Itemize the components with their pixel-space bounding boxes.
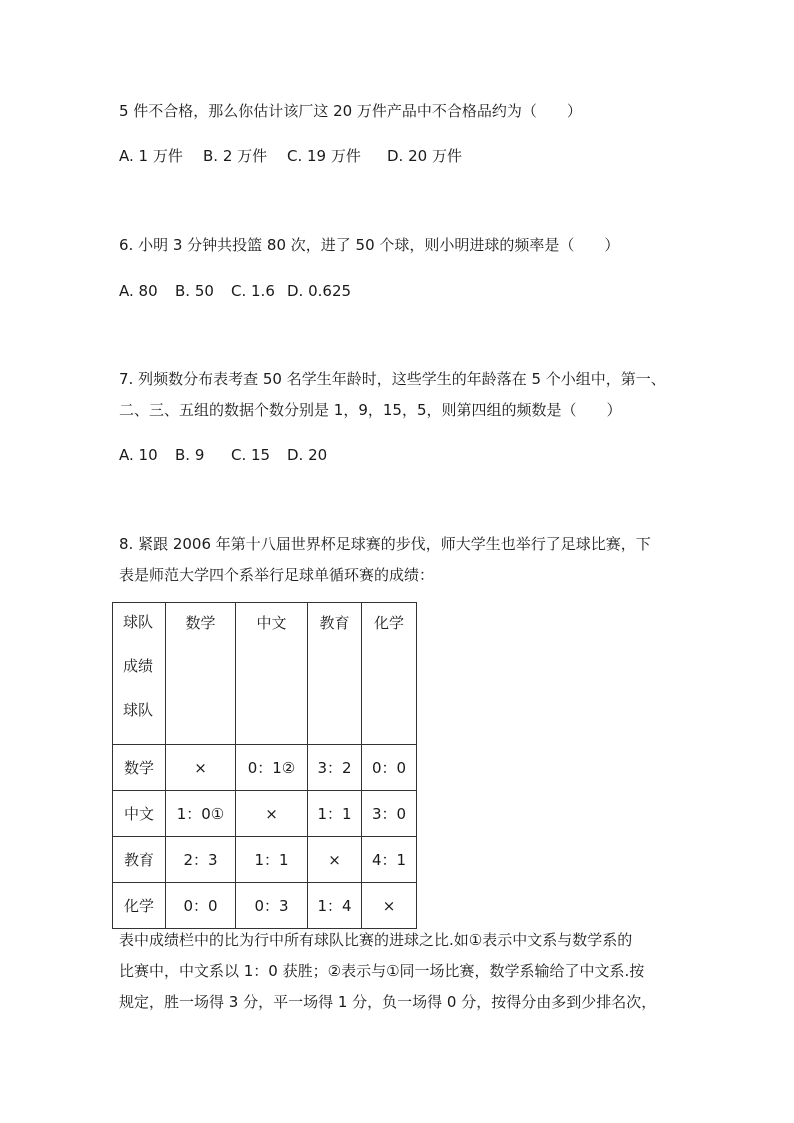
question-7-text-line1: 7. 列频数分布表考查 50 名学生年龄时，这些学生的年龄落在 5 个小组中，第一、	[119, 370, 666, 388]
question-8-explanation-line1: 表中成绩栏中的比为行中所有球队比赛的进球之比.如①表示中文系与数学系的	[119, 931, 633, 949]
score-table	[112, 602, 417, 929]
question-6-options	[119, 281, 351, 301]
table-cell: 1：1	[236, 837, 308, 883]
column-header-chinese: 中文	[236, 603, 308, 745]
table-row	[113, 837, 417, 883]
table-cell: 0：3	[236, 883, 308, 929]
column-header-math: 数学	[166, 603, 236, 745]
table-corner-cell	[113, 603, 166, 745]
q5-option-c: C. 19 万件	[287, 147, 361, 165]
corner-label-team: 球队	[123, 613, 154, 631]
q6-option-a: A. 80	[119, 282, 158, 300]
question-7-text-line2: 二、三、五组的数据个数分别是 1，9，15，5，则第四组的频数是（ ）	[119, 401, 622, 419]
table-cell: ×	[308, 837, 362, 883]
q6-option-b: B. 50	[175, 282, 214, 300]
question-5-options	[119, 146, 462, 166]
table-cell: 1：0①	[166, 791, 236, 837]
table-cell: ×	[236, 791, 308, 837]
table-row	[113, 745, 417, 791]
question-8-explanation-line3: 规定，胜一场得 3 分，平一场得 1 分，负一场得 0 分，按得分由多到少排名次，	[119, 993, 657, 1011]
q6-option-d: D. 0.625	[287, 282, 352, 300]
question-6-text: 6. 小明 3 分钟共投篮 80 次，进了 50 个球，则小明进球的频率是（ ）	[119, 236, 620, 254]
column-header-chemistry: 化学	[362, 603, 417, 745]
table-cell: 0：0	[166, 883, 236, 929]
q5-option-b: B. 2 万件	[203, 147, 268, 165]
corner-label-team-row: 球队	[123, 701, 154, 719]
q7-option-d: D. 20	[287, 446, 328, 464]
row-header-education: 教育	[113, 837, 166, 883]
table-cell: 2：3	[166, 837, 236, 883]
table-header-row	[113, 603, 417, 745]
question-8-text-line1: 8. 紧跟 2006 年第十八届世界杯足球赛的步伐，师大学生也举行了足球比赛，下	[119, 535, 651, 553]
table-cell: 1：1	[308, 791, 362, 837]
table-row	[113, 883, 417, 929]
row-header-math: 数学	[113, 745, 166, 791]
q5-option-d: D. 20 万件	[387, 147, 462, 165]
table-row	[113, 791, 417, 837]
q7-option-b: B. 9	[175, 446, 205, 464]
q6-option-c: C. 1.6	[231, 282, 275, 300]
q7-option-c: C. 15	[231, 446, 271, 464]
table-cell: 3：0	[362, 791, 417, 837]
row-header-chemistry: 化学	[113, 883, 166, 929]
q7-option-a: A. 10	[119, 446, 158, 464]
question-8-explanation-line2: 比赛中，中文系以 1：0 获胜；②表示与①同一场比赛，数学系输给了中文系.按	[119, 962, 645, 980]
table-cell: 0：0	[362, 745, 417, 791]
row-header-chinese: 中文	[113, 791, 166, 837]
column-header-education: 教育	[308, 603, 362, 745]
table-cell: 4：1	[362, 837, 417, 883]
q5-option-a: A. 1 万件	[119, 147, 183, 165]
question-7-options	[119, 445, 327, 465]
question-5-text: 5 件不合格，那么你估计该厂这 20 万件产品中不合格品约为（ ）	[119, 102, 582, 120]
question-8-text-line2: 表是师范大学四个系举行足球单循环赛的成绩：	[119, 566, 435, 584]
table-cell: 3：2	[308, 745, 362, 791]
corner-label-score: 成绩	[123, 657, 154, 675]
table-cell: ×	[362, 883, 417, 929]
table-cell: 0：1②	[236, 745, 308, 791]
table-cell: ×	[166, 745, 236, 791]
table-cell: 1：4	[308, 883, 362, 929]
